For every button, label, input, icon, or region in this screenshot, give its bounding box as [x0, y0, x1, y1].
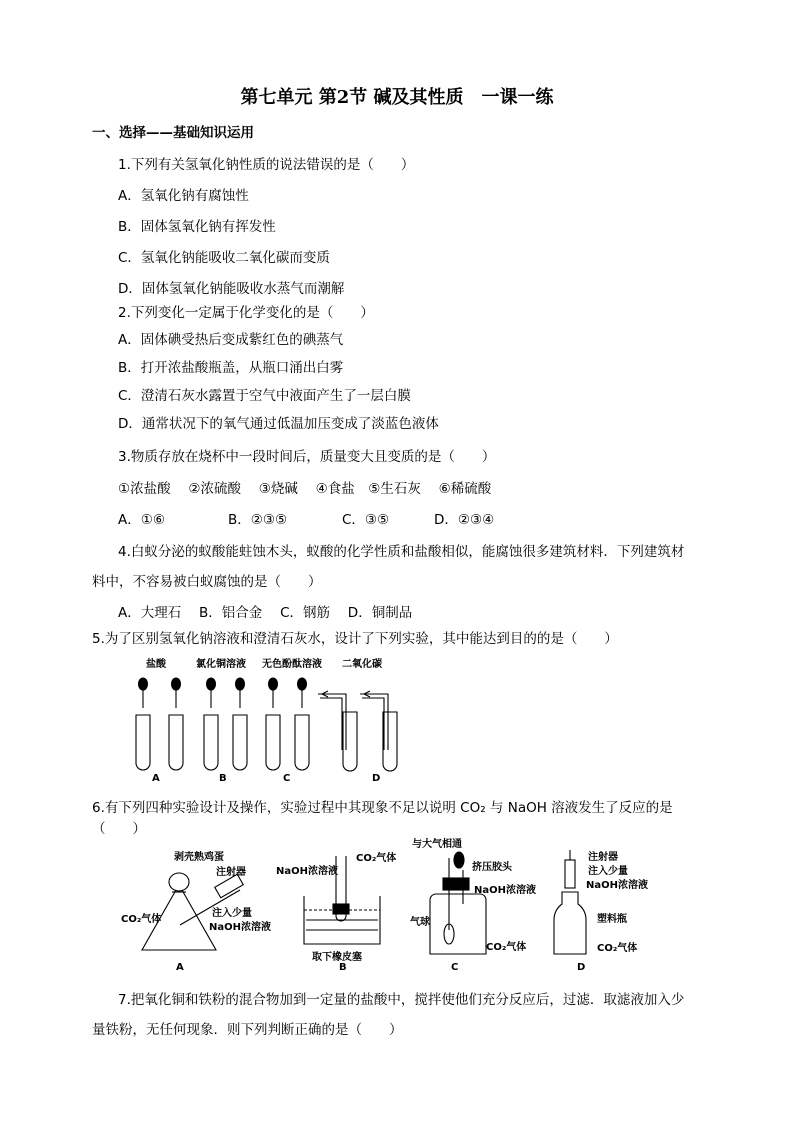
fig-c-tag: C — [451, 962, 459, 973]
q3-option-a: A．①⑥ — [118, 512, 165, 528]
q2-option-a: A．固体碘受热后变成紫红色的碘蒸气 — [118, 332, 344, 348]
fig-a-inject1: 注入少量 — [212, 908, 252, 919]
fig-d-syringe: 注射器 — [588, 852, 618, 863]
q5-label-phenol: 无色酚酞溶液 — [262, 659, 322, 670]
fig-d-inject2: NaOH浓溶液 — [586, 880, 648, 891]
q3-items: ①浓盐酸 ②浓硫酸 ③烧碱 ④食盐 ⑤生石灰 ⑥稀硫酸 — [118, 481, 492, 497]
q3-stem: 3.物质存放在烧杯中一段时间后，质量变大且变质的是（ ） — [118, 449, 496, 465]
fig-d-bottle: 塑料瓶 — [597, 914, 627, 925]
q3-option-d: D．②③④ — [434, 512, 495, 528]
q1-stem: 1.下列有关氢氧化钠性质的说法错误的是（ ） — [118, 157, 415, 173]
fig-d-inject1: 注入少量 — [588, 866, 628, 877]
q7-stem-line2: 量铁粉，无任何现象．则下列判断正确的是（ ） — [92, 1022, 403, 1038]
q5-label-hcl: 盐酸 — [146, 659, 166, 670]
fig-c-naoh: NaOH浓溶液 — [474, 885, 536, 896]
fig-a-egg: 剥壳熟鸡蛋 — [174, 852, 224, 863]
fig-a-co2: CO₂气体 — [121, 914, 162, 925]
fig-d-co2: CO₂气体 — [597, 943, 638, 954]
q2-option-b: B．打开浓盐酸瓶盖，从瓶口涌出白雾 — [118, 360, 344, 376]
page-title: 第七单元 第2节 碱及其性质 一课一练 — [240, 87, 554, 108]
fig-c-co2: CO₂气体 — [486, 942, 527, 953]
q5-stem: 5.为了区别氢氧化钠溶液和澄清石灰水，设计了下列实验，其中能达到目的的是（ ） — [92, 631, 618, 647]
q1-option-b: B．固体氢氧化钠有挥发性 — [118, 219, 276, 235]
q1-option-a: A．氢氧化钠有腐蚀性 — [118, 188, 249, 204]
fig-b-tag: B — [339, 962, 347, 973]
q3-option-c: C．③⑤ — [342, 512, 390, 528]
q6-stem-line1: 6.有下列四种实验设计及操作，实验过程中其现象不足以说明 CO₂ 与 NaOH 溶液发生了反应的是 — [92, 800, 673, 816]
fig-c-balloon: 气球 — [410, 917, 430, 928]
q7-stem-line1: 7.把氧化铜和铁粉的混合物加到一定量的盐酸中，搅拌使他们充分反应后，过滤．取滤液加入少 — [118, 992, 685, 1008]
q4-options: A．大理石 B．铝合金 C．钢筋 D．铜制品 — [118, 605, 413, 621]
fig-a-syringe: 注射器 — [216, 867, 246, 878]
q5-tag-b: B — [219, 773, 227, 784]
fig-a-tag: A — [176, 962, 184, 973]
q1-option-c: C．氢氧化钠能吸收二氧化碳而变质 — [118, 250, 330, 266]
section-heading: 一、选择——基础知识运用 — [92, 125, 254, 141]
q5-label-co2: 二氧化碳 — [342, 659, 382, 670]
fig-d-tag: D — [577, 962, 586, 973]
fig-c-squeeze: 挤压胶头 — [472, 862, 512, 873]
fig-b-naoh: NaOH浓溶液 — [276, 866, 338, 877]
q1-option-d: D．固体氢氧化钠能吸收水蒸气而潮解 — [118, 281, 345, 297]
q5-label-cucl2: 氯化铜溶液 — [196, 659, 246, 670]
q6-stem-line2: （ ） — [92, 821, 146, 837]
q5-tag-a: A — [152, 773, 160, 784]
q3-option-b: B．②③⑤ — [228, 512, 288, 528]
fig-a-inject2: NaOH浓溶液 — [209, 922, 271, 933]
fig-b-co2: CO₂气体 — [356, 853, 397, 864]
q5-tag-c: C — [283, 773, 291, 784]
q2-option-c: C．澄清石灰水露置于空气中液面产生了一层白膜 — [118, 388, 411, 404]
q4-stem-line2: 料中，不容易被白蚁腐蚀的是（ ） — [92, 574, 322, 590]
q4-stem-line1: 4.白蚁分泌的蚁酸能蛀蚀木头，蚁酸的化学性质和盐酸相似，能腐蚀很多建筑材料．下列建筑材 — [118, 544, 685, 560]
q2-stem: 2.下列变化一定属于化学变化的是（ ） — [118, 305, 374, 321]
q2-option-d: D．通常状况下的氧气通过低温加压变成了淡蓝色液体 — [118, 416, 439, 432]
fig-b-stopper: 取下橡皮塞 — [312, 952, 362, 963]
q5-tag-d: D — [372, 773, 381, 784]
plastic-bottle-icon — [554, 850, 586, 954]
fig-c-air: 与大气相通 — [412, 839, 462, 850]
